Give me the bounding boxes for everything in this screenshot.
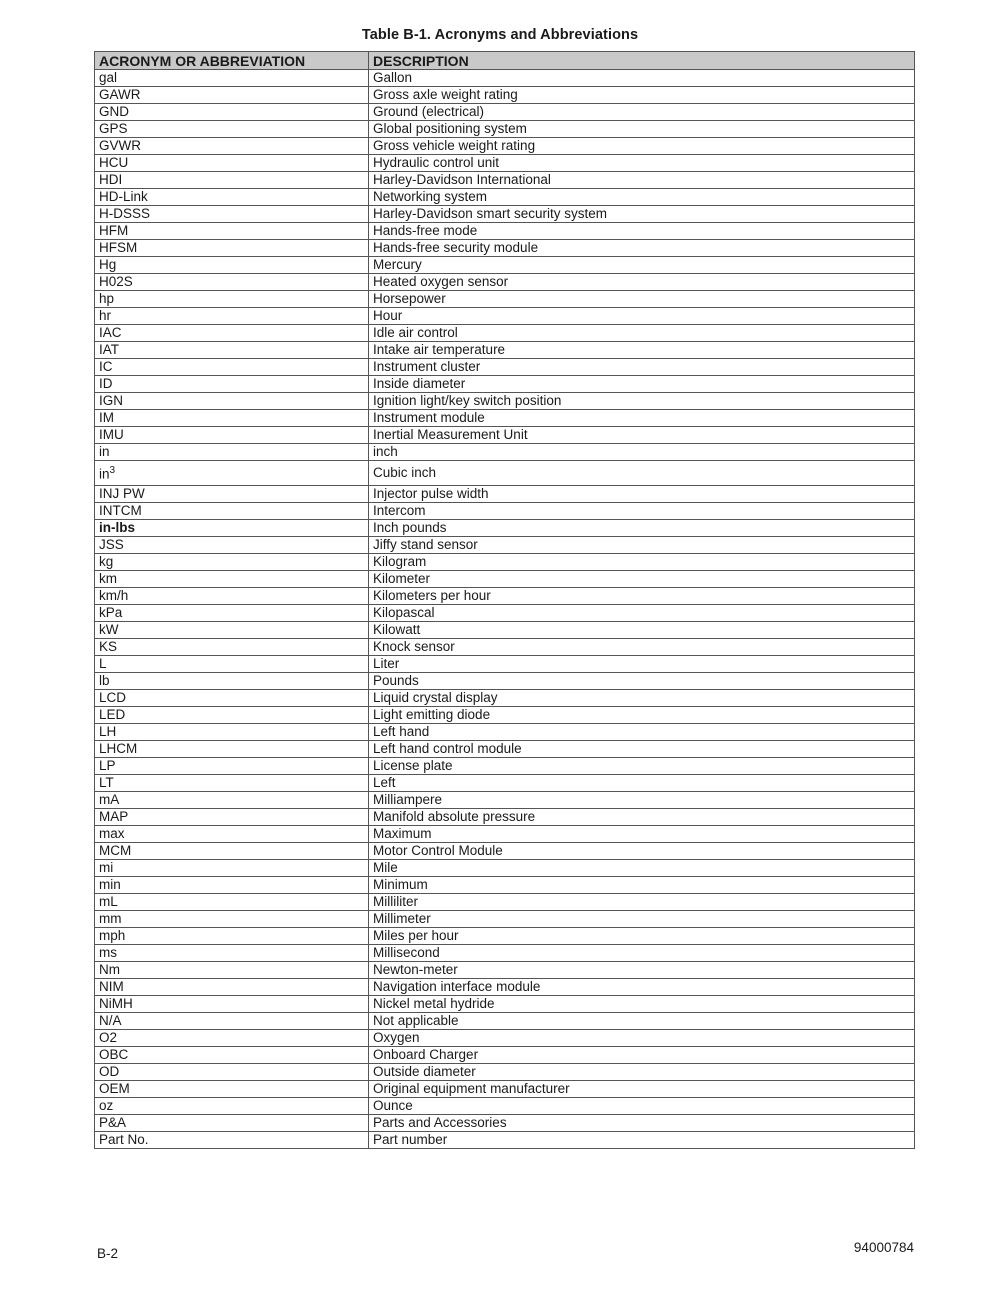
description-cell: Motor Control Module [369, 843, 915, 860]
acronym-cell [95, 172, 369, 189]
table-row [95, 359, 915, 376]
description-cell: Hydraulic control unit [369, 155, 915, 172]
acronym-cell [95, 1013, 369, 1030]
table-row [95, 172, 915, 189]
acronym-cell [95, 707, 369, 724]
description-cell: Left hand [369, 724, 915, 741]
description-cell: Kilogram [369, 554, 915, 571]
table-row [95, 342, 915, 359]
acronym-text: N/A [99, 1013, 122, 1028]
acronym-cell [95, 1098, 369, 1115]
acronym-cell [95, 792, 369, 809]
description-cell: Gross vehicle weight rating [369, 138, 915, 155]
acronym-text: JSS [99, 537, 124, 552]
acronym-text: mL [99, 894, 118, 909]
acronyms-table [94, 51, 915, 1149]
description-cell: Ignition light/key switch position [369, 393, 915, 410]
acronym-cell [95, 1081, 369, 1098]
acronym-cell [95, 121, 369, 138]
acronym-text: NiMH [99, 996, 133, 1011]
description-cell: Intake air temperature [369, 342, 915, 359]
description-cell: Milliliter [369, 894, 915, 911]
description-cell: Horsepower [369, 291, 915, 308]
table-row [95, 138, 915, 155]
table-row [95, 962, 915, 979]
description-cell: Mercury [369, 257, 915, 274]
acronym-cell [95, 588, 369, 605]
description-cell: inch [369, 444, 915, 461]
acronym-text: kg [99, 554, 114, 569]
acronym-cell [95, 656, 369, 673]
acronym-cell [95, 155, 369, 172]
acronym-cell [95, 486, 369, 503]
acronym-cell [95, 758, 369, 775]
table-row [95, 486, 915, 503]
acronym-cell [95, 342, 369, 359]
acronym-cell [95, 308, 369, 325]
acronym-text: GND [99, 104, 129, 119]
page-number: B-2 [97, 1246, 119, 1261]
table-row [95, 724, 915, 741]
acronym-cell [95, 979, 369, 996]
acronym-cell [95, 70, 369, 87]
acronym-cell [95, 427, 369, 444]
acronym-cell [95, 291, 369, 308]
acronym-cell [95, 673, 369, 690]
column-header-acronym: ACRONYM OR ABBREVIATION [95, 52, 369, 70]
table-row [95, 537, 915, 554]
acronym-text: mph [99, 928, 126, 943]
acronym-cell [95, 359, 369, 376]
acronym-text: NIM [99, 979, 124, 994]
acronym-cell [95, 1047, 369, 1064]
acronym-text: Part No. [99, 1132, 149, 1147]
table-row [95, 673, 915, 690]
acronym-text: gal [99, 70, 118, 85]
table-row [95, 1115, 915, 1132]
acronym-cell [95, 520, 369, 537]
table-row [95, 206, 915, 223]
description-cell: Part number [369, 1132, 915, 1149]
table-row [95, 758, 915, 775]
acronym-text: km/h [99, 588, 129, 603]
acronym-text: in [99, 466, 110, 482]
acronym-cell [95, 537, 369, 554]
description-cell: Left [369, 775, 915, 792]
acronym-cell [95, 622, 369, 639]
description-cell: Global positioning system [369, 121, 915, 138]
acronym-cell [95, 911, 369, 928]
acronym-text: LHCM [99, 741, 138, 756]
acronym-text: LT [99, 775, 114, 790]
table-row [95, 911, 915, 928]
acronym-text: IMU [99, 427, 124, 442]
acronym-text: hr [99, 308, 112, 323]
table-row [95, 1064, 915, 1081]
acronym-cell [95, 444, 369, 461]
table-row [95, 945, 915, 962]
acronym-text: HCU [99, 155, 129, 170]
table-row [95, 503, 915, 520]
description-cell: Ounce [369, 1098, 915, 1115]
acronym-cell [95, 104, 369, 121]
acronym-cell [95, 410, 369, 427]
description-cell: Outside diameter [369, 1064, 915, 1081]
table-row [95, 741, 915, 758]
acronym-cell [95, 1115, 369, 1132]
description-cell: Kilowatt [369, 622, 915, 639]
acronym-text: IAT [99, 342, 119, 357]
table-row [95, 325, 915, 342]
acronym-text: oz [99, 1098, 114, 1113]
acronym-text: INTCM [99, 503, 142, 518]
table-row [95, 1030, 915, 1047]
description-cell: Milliampere [369, 792, 915, 809]
acronym-cell [95, 826, 369, 843]
description-cell: Onboard Charger [369, 1047, 915, 1064]
acronym-cell [95, 605, 369, 622]
acronym-cell [95, 571, 369, 588]
table-row [95, 826, 915, 843]
description-cell: Oxygen [369, 1030, 915, 1047]
acronym-cell [95, 809, 369, 826]
description-cell: Kilopascal [369, 605, 915, 622]
table-row [95, 1098, 915, 1115]
table-row [95, 843, 915, 860]
acronym-text: ID [99, 376, 113, 391]
description-cell: Instrument cluster [369, 359, 915, 376]
acronym-text: min [99, 877, 121, 892]
description-cell: Injector pulse width [369, 486, 915, 503]
table-row [95, 393, 915, 410]
table-row [95, 189, 915, 206]
table-row [95, 520, 915, 537]
description-cell: Maximum [369, 826, 915, 843]
table-row [95, 690, 915, 707]
description-cell: Instrument module [369, 410, 915, 427]
description-cell: Heated oxygen sensor [369, 274, 915, 291]
description-cell: Harley-Davidson smart security system [369, 206, 915, 223]
description-cell: Kilometers per hour [369, 588, 915, 605]
acronym-text: HFM [99, 223, 129, 238]
description-cell: Mile [369, 860, 915, 877]
acronym-text: Hg [99, 257, 117, 272]
description-cell: License plate [369, 758, 915, 775]
acronym-text: hp [99, 291, 115, 306]
description-cell: Manifold absolute pressure [369, 809, 915, 826]
acronym-text: O2 [99, 1030, 118, 1045]
acronym-text: P&A [99, 1115, 127, 1130]
description-cell: Pounds [369, 673, 915, 690]
acronym-cell [95, 554, 369, 571]
table-row [95, 155, 915, 172]
description-cell: Intercom [369, 503, 915, 520]
description-cell: Light emitting diode [369, 707, 915, 724]
table-row [95, 928, 915, 945]
acronym-text: kW [99, 622, 119, 637]
table-row [95, 639, 915, 656]
document-number: 94000784 [853, 1240, 914, 1255]
description-cell: Hands-free security module [369, 240, 915, 257]
acronym-text: lb [99, 673, 110, 688]
acronym-text: mA [99, 792, 120, 807]
table-row [95, 1013, 915, 1030]
table-header-row [95, 52, 915, 70]
acronym-cell [95, 1132, 369, 1149]
table-row [95, 308, 915, 325]
table-row [95, 979, 915, 996]
table-row [95, 554, 915, 571]
acronym-text: LP [99, 758, 116, 773]
acronym-text: km [99, 571, 117, 586]
description-cell: Idle air control [369, 325, 915, 342]
acronym-text: GAWR [99, 87, 141, 102]
table-row [95, 775, 915, 792]
acronym-text: IM [99, 410, 114, 425]
table-row [95, 1132, 915, 1149]
description-cell: Miles per hour [369, 928, 915, 945]
description-cell: Inch pounds [369, 520, 915, 537]
acronym-text: mi [99, 860, 114, 875]
table-row [95, 1047, 915, 1064]
description-cell: Liter [369, 656, 915, 673]
acronym-cell [95, 877, 369, 894]
acronym-cell [95, 860, 369, 877]
acronym-text: HD-Link [99, 189, 148, 204]
table-row [95, 70, 915, 87]
description-cell: Parts and Accessories [369, 1115, 915, 1132]
table-row [95, 860, 915, 877]
acronym-cell [95, 996, 369, 1013]
acronym-text: HDI [99, 172, 123, 187]
table-row [95, 877, 915, 894]
table-row [95, 1081, 915, 1098]
description-cell: Newton-meter [369, 962, 915, 979]
table-row [95, 376, 915, 393]
acronym-cell [95, 1064, 369, 1081]
acronym-text: in [99, 444, 110, 459]
description-cell: Hands-free mode [369, 223, 915, 240]
description-cell: Navigation interface module [369, 979, 915, 996]
table-row [95, 461, 915, 486]
acronym-text: L [99, 656, 107, 671]
acronym-text: OEM [99, 1081, 130, 1096]
acronym-cell [95, 461, 369, 486]
acronym-cell [95, 843, 369, 860]
acronym-text: KS [99, 639, 118, 654]
table-row [95, 656, 915, 673]
acronym-text: IC [99, 359, 113, 374]
superscript-exponent: 3 [109, 465, 116, 477]
description-cell: Gross axle weight rating [369, 87, 915, 104]
column-header-description: DESCRIPTION [369, 52, 915, 70]
acronym-text: kPa [99, 605, 123, 620]
acronym-text: LED [99, 707, 126, 722]
table-row [95, 257, 915, 274]
table-row [95, 104, 915, 121]
acronym-text: in-lbs [99, 520, 135, 535]
description-cell: Kilometer [369, 571, 915, 588]
acronym-cell [95, 257, 369, 274]
acronym-text: GVWR [99, 138, 141, 153]
acronym-text: OD [99, 1064, 120, 1079]
table-row [95, 571, 915, 588]
acronym-text: MAP [99, 809, 129, 824]
acronym-cell [95, 945, 369, 962]
table-row [95, 427, 915, 444]
acronym-text: INJ PW [99, 486, 145, 501]
acronym-cell [95, 690, 369, 707]
acronym-cell [95, 962, 369, 979]
acronym-text: IGN [99, 393, 124, 408]
description-cell: Millimeter [369, 911, 915, 928]
description-cell: Networking system [369, 189, 915, 206]
acronym-cell [95, 503, 369, 520]
acronym-cell [95, 775, 369, 792]
table-row [95, 605, 915, 622]
acronym-text: LH [99, 724, 117, 739]
acronym-cell [95, 724, 369, 741]
acronym-cell [95, 189, 369, 206]
description-cell: Inertial Measurement Unit [369, 427, 915, 444]
acronym-cell [95, 240, 369, 257]
description-cell: Liquid crystal display [369, 690, 915, 707]
acronym-cell [95, 393, 369, 410]
description-cell: Original equipment manufacturer [369, 1081, 915, 1098]
acronym-text: OBC [99, 1047, 129, 1062]
table-row [95, 809, 915, 826]
acronym-cell [95, 376, 369, 393]
acronym-text: max [99, 826, 125, 841]
acronym-text: ms [99, 945, 117, 960]
acronym-text: Nm [99, 962, 120, 977]
acronym-cell [95, 138, 369, 155]
description-cell: Knock sensor [369, 639, 915, 656]
acronym-text: IAC [99, 325, 122, 340]
description-cell: Minimum [369, 877, 915, 894]
acronym-cell [95, 325, 369, 342]
table-row [95, 274, 915, 291]
acronym-cell [95, 274, 369, 291]
acronym-cell [95, 1030, 369, 1047]
description-cell: Jiffy stand sensor [369, 537, 915, 554]
table-row [95, 87, 915, 104]
acronym-text: LCD [99, 690, 127, 705]
acronym-text: MCM [99, 843, 132, 858]
table-body [95, 70, 915, 1149]
acronym-cell [95, 206, 369, 223]
table-row [95, 792, 915, 809]
description-cell: Cubic inch [369, 461, 915, 486]
acronym-text: GPS [99, 121, 128, 136]
description-cell: Not applicable [369, 1013, 915, 1030]
acronym-text: H-DSSS [99, 206, 151, 221]
acronym-text: mm [99, 911, 122, 926]
acronym-cell [95, 223, 369, 240]
table-row [95, 410, 915, 427]
table-row [95, 894, 915, 911]
table-row [95, 707, 915, 724]
table-row [95, 588, 915, 605]
table-row [95, 121, 915, 138]
description-cell: Hour [369, 308, 915, 325]
acronym-text: H02S [99, 274, 133, 289]
table-title: Table B-1. Acronyms and Abbreviations [361, 27, 639, 43]
description-cell: Nickel metal hydride [369, 996, 915, 1013]
acronym-cell [95, 741, 369, 758]
acronym-text: HFSM [99, 240, 138, 255]
description-cell: Harley-Davidson International [369, 172, 915, 189]
table-row [95, 996, 915, 1013]
table-row [95, 444, 915, 461]
description-cell: Ground (electrical) [369, 104, 915, 121]
acronym-cell [95, 87, 369, 104]
acronym-cell [95, 639, 369, 656]
description-cell: Inside diameter [369, 376, 915, 393]
table-row [95, 223, 915, 240]
description-cell: Gallon [369, 70, 915, 87]
description-cell: Millisecond [369, 945, 915, 962]
table-row [95, 622, 915, 639]
acronym-cell [95, 894, 369, 911]
acronym-cell [95, 928, 369, 945]
table-row [95, 240, 915, 257]
description-cell: Left hand control module [369, 741, 915, 758]
table-row [95, 291, 915, 308]
